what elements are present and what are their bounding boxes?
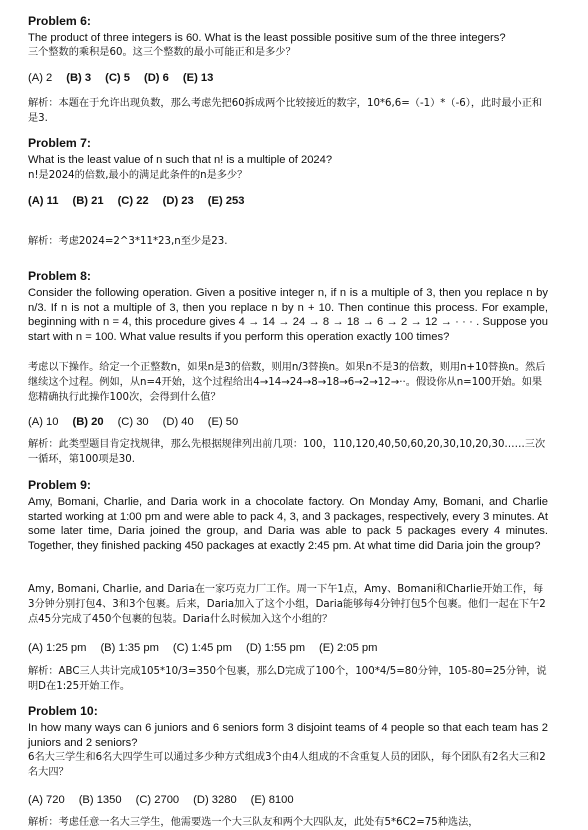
problem-9-title: Problem 9: — [28, 478, 91, 492]
problem-9-statement-zh: Amy, Bomani, Charlie, and Daria在一家巧克力厂工作。周一下午1点，Amy、Bomani和Charlie开始工作，每3分钟分别打包4、3和3个包裹。后来，Daria加入了这个小组，Daria能够每4分钟打包5个包裹。他们一起在下午2点45分完成了450个包裹的包装。Daria什么时候加入这个小组的？ — [28, 584, 546, 625]
option-b: (B) 1350 — [78, 794, 122, 806]
option-c: (C) 22 — [117, 195, 149, 207]
option-e: (E) 13 — [182, 72, 214, 84]
problem-7-statement-en: What is the least value of n such that n! is a multiple of 2024? — [28, 154, 333, 166]
option-c: (C) 1:45 pm — [172, 642, 232, 654]
option-d: (D) 6 — [144, 72, 169, 84]
problem-6-title: Problem 6: — [28, 14, 91, 28]
problem-8-options — [28, 415, 548, 430]
option-b: (B) 3 — [66, 72, 92, 84]
option-a: (A) 11 — [28, 195, 59, 207]
problem-8-statement-zh: 考虑以下操作。给定一个正整数n，如果n是3的倍数，则用n/3替换n。如果n不是3的倍数，则用n+10替换n。然后继续这个过程。例如，从n=4开始，这个过程给出4→14→24→8→18→6→2→12→··。假设你从n=100开始。如果您精确执行此操作100次，会得到什么值？ — [28, 362, 546, 403]
option-e: (E) 2:05 pm — [319, 642, 378, 654]
option-b: (B) 21 — [72, 195, 104, 207]
problem-8-statement-en: Consider the following operation. Given a positive integer n, if n is a multiple of 3, then you replace n by n/3. If n is not a multiple of 3, then you replace n by n + 10. Then continue this process. For example, beginning with n = 4, this procedure gives 4 → 14 → 24 → 8 → 18 → 6 → 2 → 12 → · · · . Suppose you start with n = 100. What value results if you perform this operation exactly 100 times? — [28, 287, 548, 343]
problem-6-options — [28, 71, 548, 86]
option-d: (D) 1:55 pm — [245, 642, 306, 654]
problem-8-title: Problem 8: — [28, 269, 91, 283]
option-a: (A) 1:25 pm — [28, 642, 87, 654]
option-d: (D) 23 — [162, 195, 194, 207]
problem-7-options — [28, 194, 548, 209]
option-e: (E) 8100 — [250, 794, 294, 806]
problem-6-statement-zh: 三个整数的乘积是60。这三个整数的最小可能正和是多少？ — [28, 47, 296, 58]
option-a: (A) 720 — [28, 794, 65, 806]
problem-10-statement-zh: 6名大三学生和6名大四学生可以通过多少种方式组成3个由4人组成的不含重复人员的团队，每个团队有2名大三和2名大四？ — [28, 752, 546, 778]
problem-10-solution: 解析：考虑任意一名大三学生，他需要选一个大三队友和两个大四队友，此处有5*6C2=75种选法， — [28, 817, 479, 828]
option-d: (D) 3280 — [193, 794, 237, 806]
problem-7-statement-zh: n!是2024的倍数,最小的满足此条件的n是多少？ — [28, 170, 248, 181]
problem-9-statement-en: Amy, Bomani, Charlie, and Daria work in a chocolate factory. On Monday Amy, Bomani, and Charlie started working at 1:00 pm and were able to pack 4, 3, and 3 packages, respectively, every 3 minutes. At some later time, Daria joined the group, and Daria was able to pack 5 packages every 4 minutes. Together, they finished packing 450 packages at exactly 2:45 pm. At what time did Daria join the group? — [28, 496, 548, 552]
option-c: (C) 5 — [105, 72, 130, 84]
option-a: (A) 2 — [28, 72, 53, 84]
option-d: (D) 40 — [162, 416, 194, 428]
problem-9-solution: 解析：ABC三人共计完成105*10/3=350个包裹，那么D完成了100个，100*4/5=80分钟，105-80=25分钟，说明D在1:25开始工作。 — [28, 666, 547, 692]
problem-9-options — [28, 641, 548, 656]
problem-6-solution: 解析：本题在于允许出现负数，那么考虑先把60拆成两个比较接近的数字，10*6,6=（-1）*（-6），此时最小正和是3. — [28, 98, 543, 124]
option-b: (B) 1:35 pm — [100, 642, 159, 654]
problem-6-statement-en: The product of three integers is 60. What is the least possible positive sum of the three integers? — [28, 32, 506, 44]
option-c: (C) 30 — [117, 416, 149, 428]
problem-10-statement-en: In how many ways can 6 juniors and 6 seniors form 3 disjoint teams of 4 people so that each team has 2 juniors and 2 seniors? — [28, 722, 548, 749]
problem-8-solution: 解析：此类型题目肯定找规律，那么先根据规律列出前几项：100，110,120,40,50,60,20,30,10,20,30……三次一循环，第100项是30. — [28, 439, 546, 465]
problem-7-title: Problem 7: — [28, 136, 91, 150]
option-e: (E) 253 — [207, 195, 245, 207]
problem-10-title: Problem 10: — [28, 704, 98, 718]
option-b: (B) 20 — [72, 416, 104, 428]
option-a: (A) 10 — [28, 416, 59, 428]
option-c: (C) 2700 — [135, 794, 180, 806]
problem-10-options — [28, 793, 548, 808]
problem-7-solution: 解析：考虑2024=2^3*11*23,n至少是23. — [28, 236, 228, 247]
option-e: (E) 50 — [207, 416, 239, 428]
